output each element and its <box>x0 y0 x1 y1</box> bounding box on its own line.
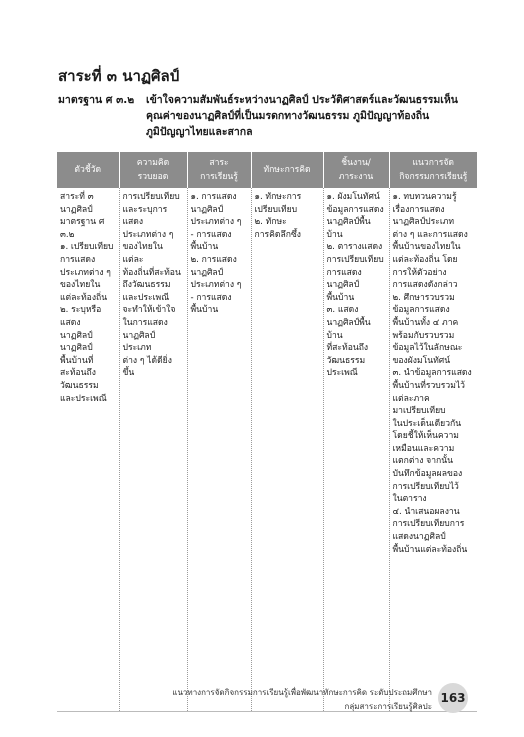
standard-block <box>58 92 476 140</box>
footer-subject: กลุ่มสาระการเรียนรู้ศิลปะ <box>344 702 432 711</box>
header-content: สาระ การเรียนรู้ <box>187 152 251 188</box>
cell-concept: การเปรียบเทียบ และระบุการแสดง ประเภทต่าง ๆ ของไทยในแต่ละ ท้องถิ่นที่สะท้อน ถึงวัฒนธรรม และประเพณี จะทำให้เข้าใจ ในการแสดง นาฏศิลป์ประเภท ต่าง ๆ ได้ดียิ่งขึ้น <box>119 188 187 712</box>
standard-text: เข้าใจความสัมพันธ์ระหว่างนาฏศิลป์ ประวัติศาสตร์และวัฒนธรรมเห็นคุณค่าของนาฏศิลป์ที่เป็นมรดกทางวัฒนธรรม ภูมิปัญญาท้องถิ่น ภูมิปัญญาไทยและสากล <box>146 94 458 138</box>
header-activities: แนวการจัด กิจกรรมการเรียนรู้ <box>389 152 477 188</box>
cell-thinking-skill: ๑. ทักษะการ เปรียบเทียบ ๒. ทักษะ การคิดลึกซึ้ง <box>251 188 323 712</box>
cell-activities: ๑. ทบทวนความรู้ เรื่องการแสดง นาฏศิลป์ประเภท ต่าง ๆ และการแสดง พื้นบ้านของไทยใน แต่ละท้องถิ่น โดย การให้ตัวอย่าง การแสดงดังกล่าว ๒. ศึกษารวบรวม ข้อมูลการแสดง พื้นบ้านทั้ง ๔ ภาค พร้อมกับรวบรวม ข้อมูลไว้ในลักษณะ ของผังมโนทัศน์ ๓. นำข้อมูลการแสดง พื้นบ้านที่รวบรวมไว้ แต่ละภาค มาเปรียบเทียบ ในประเด็นเดียวกัน โดยชี้ให้เห็นความ เหมือนและความ แตกต่าง จากนั้น บันทึกข้อมูลผลของ การเปรียบเทียบไว้ ในตาราง ๔. นำเสนอผลงาน การเปรียบเทียบการ แสดงนาฏศิลป์ พื้นบ้านแต่ละท้องถิ่น <box>389 188 477 712</box>
standard-label: มาตรฐาน ศ ๓.๒ <box>58 94 135 106</box>
cell-indicator: สาระที่ ๓ นาฏศิลป์ มาตรฐาน ศ ๓.๒ ๑. เปรียบเทียบ การแสดง ประเภทต่าง ๆ ของไทยใน แต่ละท้องถิ่น ๒. ระบุหรือแสดง นาฏศิลป์ นาฏศิลป์ พื้นบ้านที่ สะท้อนถึง วัฒนธรรม และประเพณี <box>57 188 119 712</box>
header-workpiece: ชิ้นงาน/ ภาระงาน <box>323 152 389 188</box>
table-header-row <box>57 152 477 188</box>
learning-plan-table <box>57 152 477 712</box>
header-indicator: ตัวชี้วัด <box>57 152 119 188</box>
section-title: สาระที่ ๓ นาฏศิลป์ <box>58 67 180 85</box>
footer-book-title: แนวทางการจัดกิจกรรมการเรียนรู้เพื่อพัฒนาทักษะการคิด ระดับประถมศึกษา <box>172 688 432 697</box>
header-concept: ความคิด รวบยอด <box>119 152 187 188</box>
cell-content: ๑. การแสดง นาฏศิลป์ ประเภทต่าง ๆ - การแสดง พื้นบ้าน ๒. การแสดง นาฏศิลป์ ประเภทต่าง ๆ - การแสดง พื้นบ้าน <box>187 188 251 712</box>
header-thinking-skill: ทักษะการคิด <box>251 152 323 188</box>
page-footer <box>172 686 432 714</box>
cell-workpiece: ๑. ผังมโนทัศน์ ข้อมูลการแสดง นาฏศิลป์พื้นบ้าน ๒. ตารางแสดง การเปรียบเทียบ การแสดงนาฏศิลป์ พื้นบ้าน ๓. แสดง นาฏศิลป์พื้นบ้าน ที่สะท้อนถึง วัฒนธรรม ประเพณี <box>323 188 389 712</box>
page-number: 163 <box>438 683 468 713</box>
table-row <box>57 188 477 712</box>
